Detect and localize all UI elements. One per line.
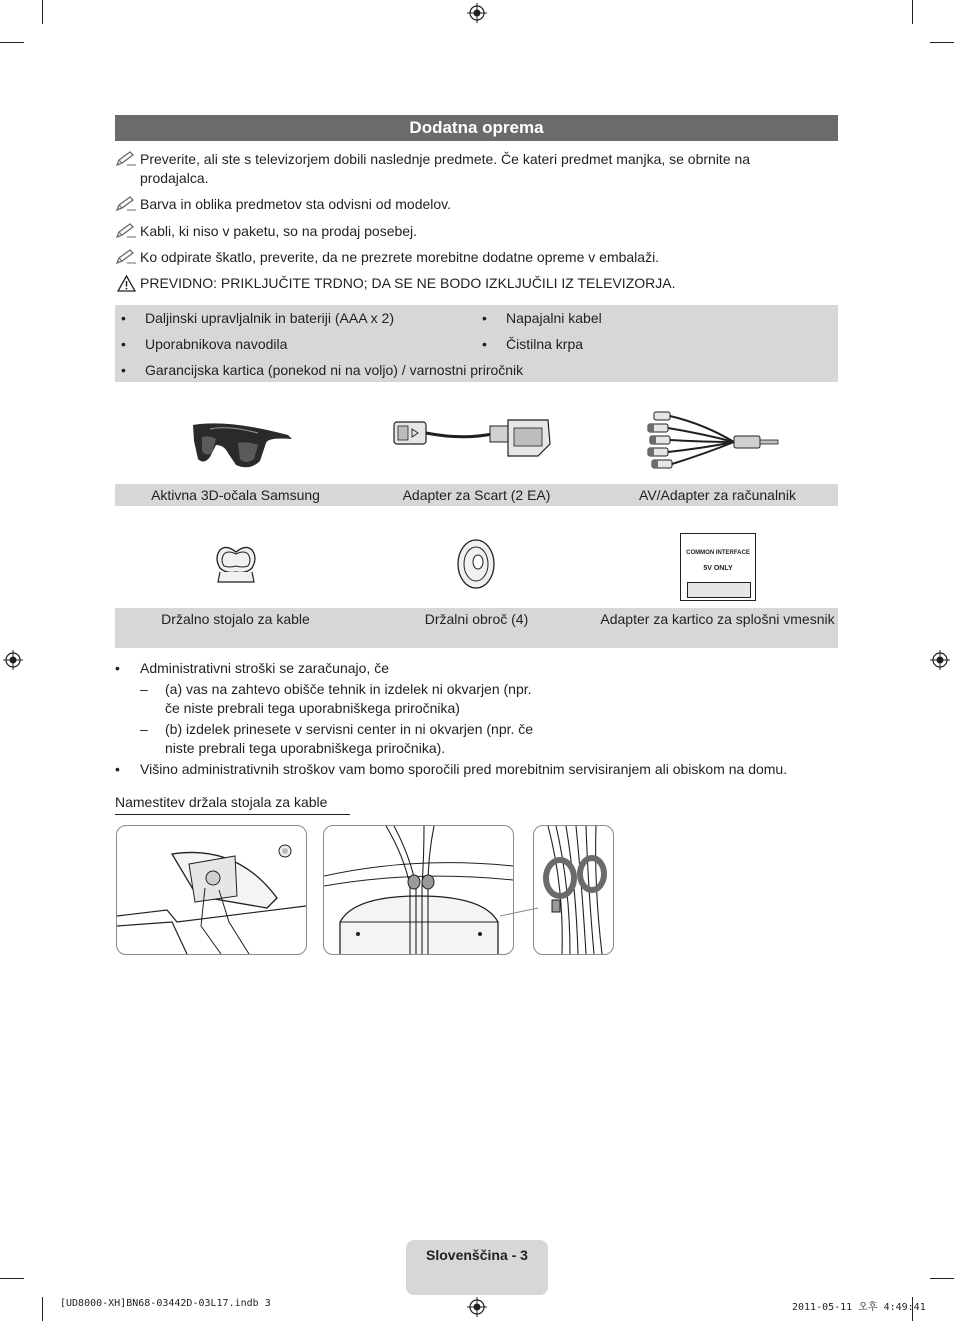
3d-glasses-icon <box>188 415 298 475</box>
registration-mark-icon <box>3 650 23 670</box>
caption-row <box>115 608 838 648</box>
caption-ci-card-adapter: Adapter za kartico za splošni vmesnik <box>600 611 835 627</box>
ci-card-line2: 5V ONLY <box>703 565 733 572</box>
dash: – <box>140 721 148 737</box>
page-label: Slovenščina - 3 <box>426 1247 528 1263</box>
warning-triangle-icon <box>117 275 136 292</box>
list-item <box>121 309 461 327</box>
admin-costs-intro: Administrativni stroški se zaračunajo, če <box>140 660 389 676</box>
note-pencil-icon <box>115 248 137 266</box>
dash: – <box>140 681 148 697</box>
section-title: Dodatna oprema <box>115 115 838 141</box>
cable-routing-illustration <box>324 826 513 954</box>
crop-mark <box>0 42 24 43</box>
scart-adapter-icon <box>392 414 552 462</box>
holder-ring-icon <box>456 538 496 590</box>
crop-mark <box>930 42 954 43</box>
note-text: Barva in oblika predmetov sta odvisni od modelov. <box>140 196 452 212</box>
bullet: • <box>121 310 126 326</box>
ci-card-adapter <box>680 533 756 601</box>
install-figure-3 <box>533 825 614 955</box>
caption-3d-glasses: Aktivna 3D-očala Samsung <box>151 487 320 503</box>
note <box>115 150 795 188</box>
registration-mark-icon <box>467 1297 487 1317</box>
admin-case: (a) vas na zahtevo obišče tehnik in izdelek ni okvarjen (npr. če niste prebrali tega uporabniškega priročnika) <box>165 681 532 716</box>
bullet: • <box>115 660 120 676</box>
caption-row <box>115 484 838 506</box>
note <box>115 195 795 214</box>
crop-mark <box>0 1278 24 1279</box>
stand-mounting-illustration <box>117 826 306 954</box>
bullet: • <box>482 336 487 352</box>
item-label: Garancijska kartica (ponekod ni na voljo) / varnostni priročnik <box>145 362 524 378</box>
caution-note <box>115 274 838 293</box>
caption-av-pc-adapter: AV/Adapter za računalnik <box>639 487 796 503</box>
item-label: Daljinski upravljalnik in bateriji (AAA x 2) <box>145 310 394 326</box>
list-item <box>482 335 822 353</box>
item-label: Čistilna krpa <box>506 336 584 352</box>
bullet: • <box>121 362 126 378</box>
note-pencil-icon <box>115 222 137 240</box>
bullet: • <box>121 336 126 352</box>
bullet: • <box>115 761 120 777</box>
list-item <box>140 720 540 758</box>
registration-mark-icon <box>930 650 950 670</box>
admin-costs-closing: Višino administrativnih stroškov vam bomo sporočili pred morebitnim servisiranjem ali obiskom na domu. <box>140 761 788 777</box>
ci-card-slot <box>687 582 751 598</box>
list-item <box>115 760 835 779</box>
note-text: Kabli, ki niso v paketu, so na prodaj posebej. <box>140 223 418 239</box>
install-heading: Namestitev držala stojala za kable <box>115 793 350 815</box>
list-item <box>140 680 540 718</box>
page-number-tab <box>406 1240 548 1295</box>
ci-card-line1: COMMON INTERFACE <box>686 550 750 556</box>
install-figure-2 <box>323 825 514 955</box>
included-items-box <box>115 305 838 382</box>
crop-mark <box>42 1297 43 1321</box>
note-text: Ko odpirate škatlo, preverite, da ne prezrete morebitne dodatne opreme v embalaži. <box>140 249 660 265</box>
list-item <box>115 659 835 678</box>
caption-scart-adapter: Adapter za Scart (2 EA) <box>402 487 551 503</box>
list-item <box>121 335 461 353</box>
cable-holder-stand-icon <box>212 542 260 586</box>
admin-case: (b) izdelek prinesete v servisni center in ni okvarjen (npr. če niste prebrali tega uporabniškega priročnika). <box>165 721 534 756</box>
item-label: Napajalni kabel <box>506 310 602 326</box>
bullet: • <box>482 310 487 326</box>
item-label: Uporabnikova navodila <box>145 336 288 352</box>
list-item <box>121 361 821 379</box>
note <box>115 248 795 267</box>
av-pc-adapter-icon <box>644 410 784 476</box>
note <box>115 222 795 241</box>
install-figure-1 <box>116 825 307 955</box>
caution-text: PREVIDNO: PRIKLJUČITE TRDNO; DA SE NE BODO IZKLJUČILI IZ TELEVIZORJA. <box>140 275 676 291</box>
crop-mark <box>912 0 913 24</box>
print-slug-file: [UD8000-XH]BN68-03442D-03L17.indb 3 <box>60 1298 271 1309</box>
crop-mark <box>930 1278 954 1279</box>
print-slug-date: 2011-05-11 오후 4:49:41 <box>792 1302 926 1313</box>
cable-ring-detail-illustration <box>534 826 613 954</box>
note-text: Preverite, ali ste s televizorjem dobili naslednje predmete. Če kateri predmet manjka, se obrnite na prodajalca. <box>140 151 751 186</box>
caption-holder-ring: Držalni obroč (4) <box>424 611 529 627</box>
crop-mark <box>42 0 43 24</box>
caption-cable-holder-stand: Držalno stojalo za kable <box>161 611 310 627</box>
detail-pointer-line <box>500 880 540 920</box>
registration-mark-icon <box>467 3 487 23</box>
note-pencil-icon <box>115 195 137 213</box>
note-pencil-icon <box>115 150 137 168</box>
list-item <box>482 309 822 327</box>
